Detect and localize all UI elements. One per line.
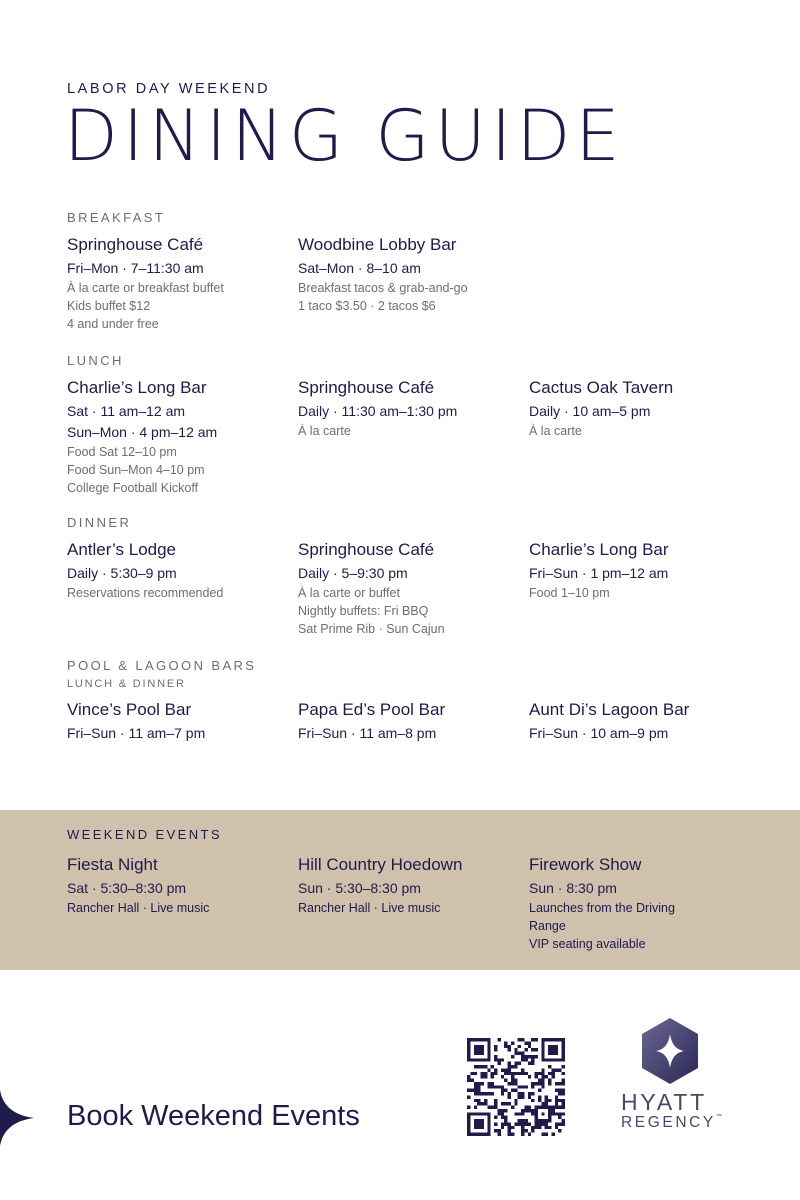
venue-hours: Daily · 10 am–5 pm [529, 403, 651, 419]
venue-note: Reservations recommended [67, 586, 224, 600]
venue-hours: Fri–Sun · 1 pm–12 am [529, 565, 669, 581]
venue-name: Springhouse Café [67, 235, 204, 254]
event-name: Fiesta Night [67, 855, 158, 874]
lunch-venues [67, 377, 767, 497]
event-note: Rancher Hall · Live music [298, 901, 441, 915]
pool-venues [67, 699, 767, 819]
venue-name: Charlie’s Long Bar [67, 378, 207, 397]
pool-section [67, 658, 767, 819]
brand-sub [621, 1114, 722, 1132]
venue-card [529, 377, 749, 440]
venue-card [298, 539, 518, 638]
venue-card [529, 699, 749, 744]
event-note: Launches from the Driving [529, 901, 675, 915]
venue-note: Food Sun–Mon 4–10 pm [67, 463, 205, 477]
venue-card [67, 539, 287, 602]
venue-name: Charlie’s Long Bar [529, 540, 669, 559]
venue-name: Woodbine Lobby Bar [298, 235, 457, 254]
venue-note: À la carte or breakfast buffet [67, 281, 224, 295]
venue-hours: Fri–Sun · 10 am–9 pm [529, 725, 669, 741]
venue-name: Springhouse Café [298, 378, 435, 397]
venue-name: Springhouse Café [298, 540, 435, 559]
venue-card [529, 539, 749, 602]
event-time: Sat · 5:30–8:30 pm [67, 880, 187, 896]
venue-card [298, 234, 518, 315]
venue-hours: Fri–Sun · 11 am–7 pm [67, 725, 206, 741]
brand-word: HYATT [621, 1089, 707, 1115]
venue-hours: Sat · 11 am–12 am [67, 403, 186, 419]
venue-hours: Daily · 5–9:30 pm [298, 565, 408, 581]
hyatt-logo-icon [642, 1018, 698, 1084]
lunch-section [67, 353, 767, 497]
venue-hours: Sat–Mon · 8–10 am [298, 260, 421, 276]
event-time: Sun · 5:30–8:30 pm [298, 880, 421, 896]
venue-note: College Football Kickoff [67, 481, 199, 495]
venue-note: À la carte [529, 424, 582, 438]
book-weekend-events-link[interactable]: Book Weekend Events [67, 1100, 360, 1132]
venue-hours: Sun–Mon · 4 pm–12 am [67, 424, 218, 440]
venue-card [298, 699, 518, 744]
events-list [67, 854, 767, 974]
weekend-events-band [0, 810, 800, 970]
venue-name: Aunt Di’s Lagoon Bar [529, 700, 690, 719]
breakfast-section [67, 210, 767, 354]
venue-name: Cactus Oak Tavern [529, 378, 674, 397]
venue-name: Antler’s Lodge [67, 540, 177, 559]
event-note: Range [529, 919, 566, 933]
page-title: DINING GUIDE [64, 95, 625, 177]
dinner-venues [67, 539, 767, 659]
dinner-label: DINNER [67, 515, 132, 530]
venue-note: À la carte [298, 424, 351, 438]
venue-note: Nightly buffets: Fri BBQ [298, 604, 429, 618]
venue-card [67, 234, 287, 333]
venue-note: Kids buffet $12 [67, 299, 151, 313]
event-card [67, 854, 287, 917]
venue-note: Food 1–10 pm [529, 586, 610, 600]
dinner-section [67, 515, 767, 659]
venue-note: Breakfast tacos & grab-and-go [298, 281, 468, 295]
venue-card [298, 377, 518, 440]
venue-hours: Daily · 5:30–9 pm [67, 565, 177, 581]
star-accent-icon [0, 1090, 34, 1146]
venue-note: 4 and under free [67, 317, 159, 331]
event-card [529, 854, 749, 953]
venue-name: Vince’s Pool Bar [67, 700, 192, 719]
trademark-mark: ™ [715, 1114, 722, 1120]
venue-name: Papa Ed’s Pool Bar [298, 700, 446, 719]
venue-note: 1 taco $3.50 · 2 tacos $6 [298, 299, 436, 313]
lunch-label: LUNCH [67, 353, 124, 368]
venue-hours: Fri–Mon · 7–11:30 am [67, 260, 204, 276]
event-note: VIP seating available [529, 937, 646, 951]
header-kicker: LABOR DAY WEEKEND [67, 81, 271, 97]
breakfast-venues [67, 234, 767, 354]
events-label: WEEKEND EVENTS [67, 827, 222, 842]
event-card [298, 854, 518, 917]
venue-note: Sat Prime Rib · Sun Cajun [298, 622, 445, 636]
venue-card [67, 377, 287, 497]
event-note: Rancher Hall · Live music [67, 901, 210, 915]
venue-card [67, 699, 287, 744]
event-time: Sun · 8:30 pm [529, 880, 617, 896]
venue-note: Food Sat 12–10 pm [67, 445, 177, 459]
pool-label: POOL & LAGOON BARS [67, 658, 257, 673]
venue-note: À la carte or buffet [298, 586, 400, 600]
brand-sub-text: REGENCY [621, 1114, 716, 1131]
breakfast-label: BREAKFAST [67, 210, 166, 225]
event-name: Hill Country Hoedown [298, 855, 463, 874]
event-name: Firework Show [529, 855, 642, 874]
venue-hours: Fri–Sun · 11 am–8 pm [298, 725, 437, 741]
venue-hours: Daily · 11:30 am–1:30 pm [298, 403, 458, 419]
qr-code-icon[interactable] [467, 1038, 565, 1136]
pool-sublabel: LUNCH & DINNER [67, 678, 186, 690]
